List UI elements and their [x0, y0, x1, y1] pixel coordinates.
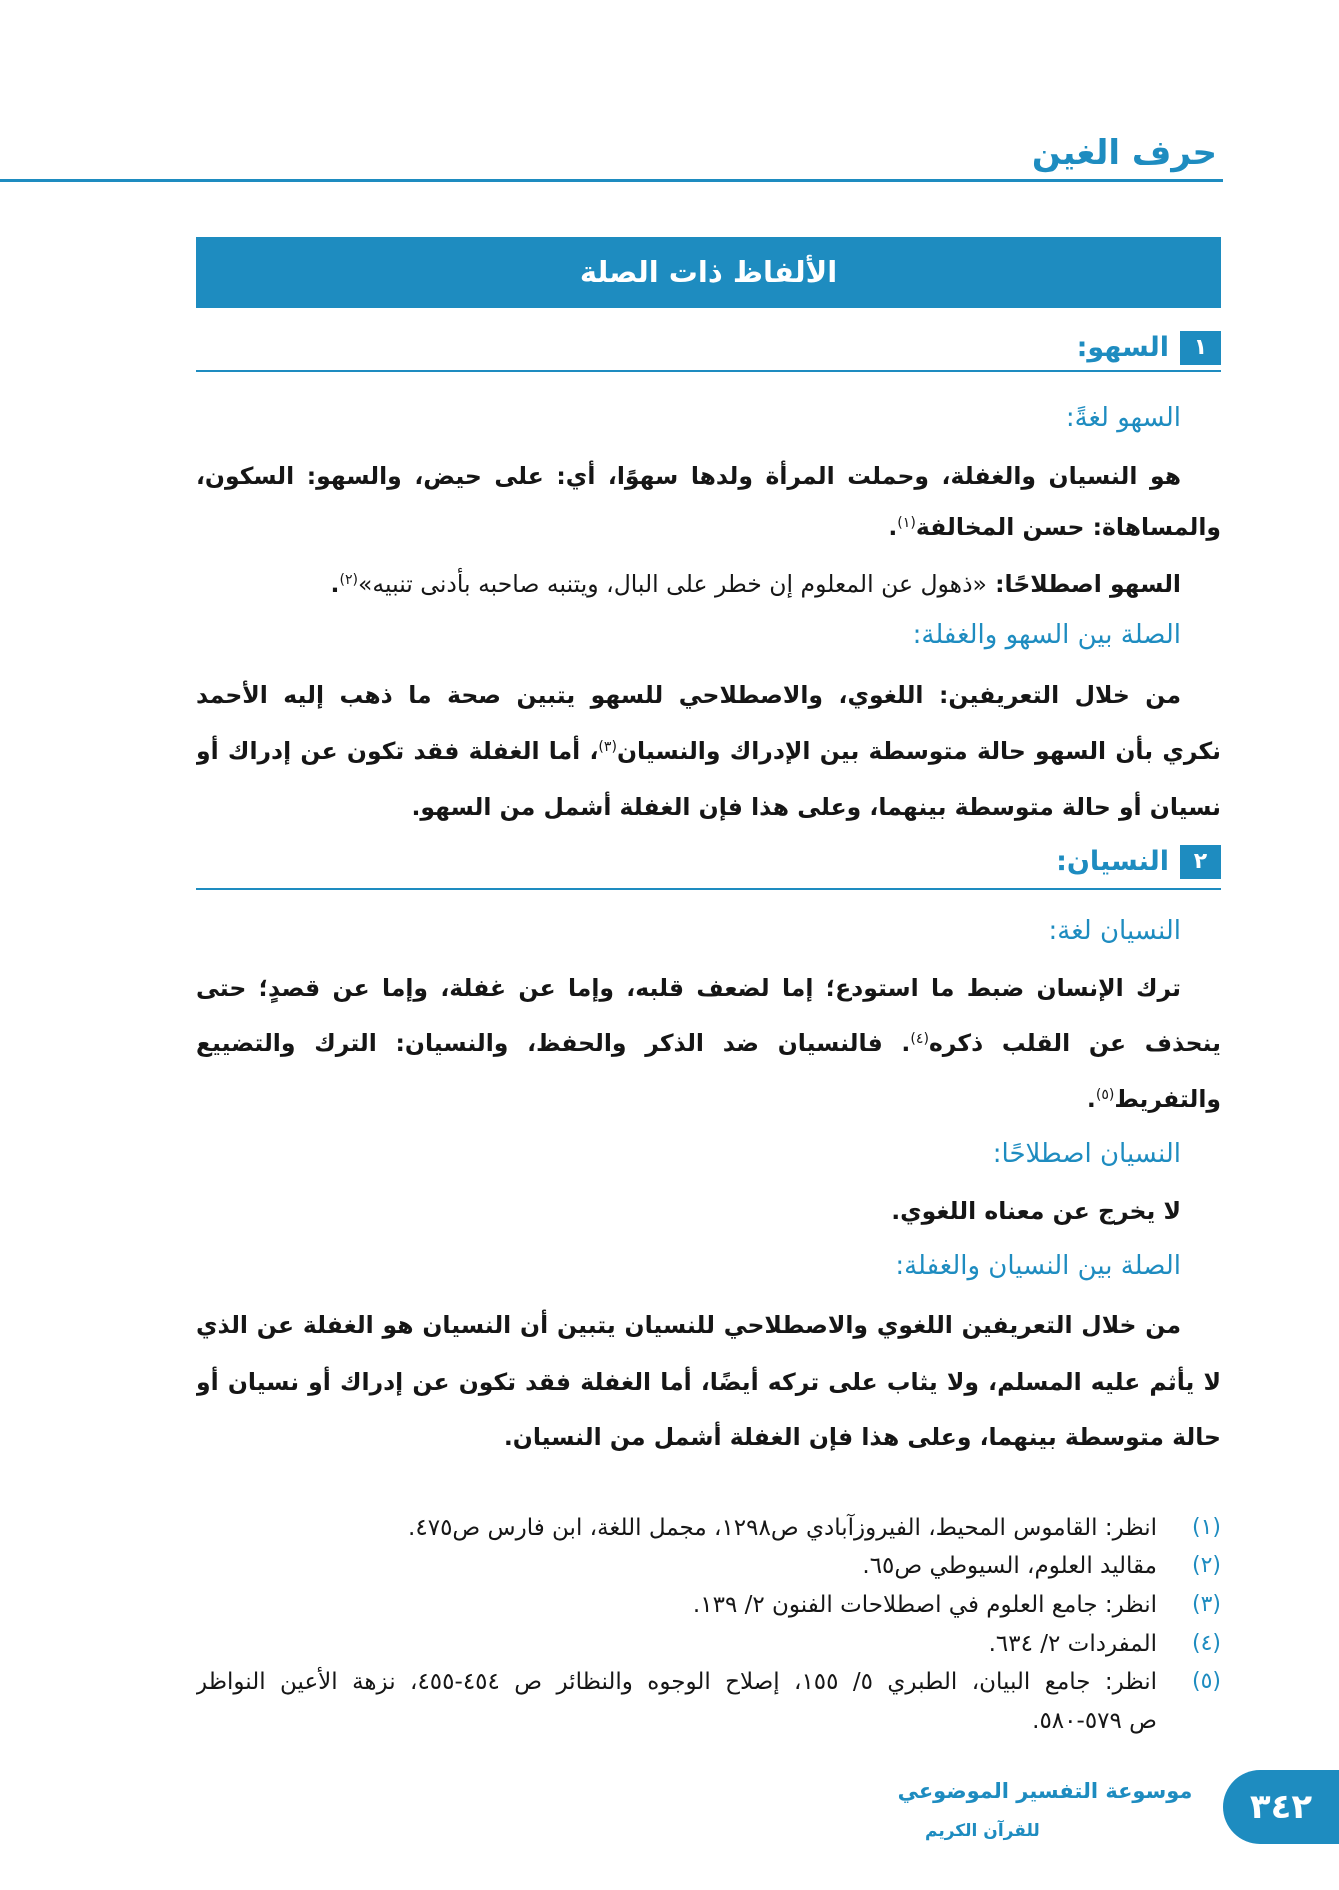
footnote-marker: (١): [1191, 1515, 1221, 1540]
footnote-text: مقاليد العلوم، السيوطي ص٦٥.: [862, 1553, 1157, 1579]
subheading-technical: النسيان اصطلاحًا:: [992, 1139, 1181, 1169]
line-text: من خلال التعريفين: اللغوي، والاصطلاحي للسهو يتبين صحة ما ذهب إليه الأحمد: [196, 681, 1181, 709]
footnote-marker: (٣): [1191, 1592, 1221, 1617]
paragraph-line: [196, 1297, 1221, 1353]
footnote-reference: (٥): [1095, 1086, 1115, 1103]
line-text: ، أما الغفلة فقد تكون عن إدراك أو: [196, 737, 599, 765]
paragraph-line: [196, 667, 1221, 723]
logo-subtitle: للقرآن الكريم: [925, 1821, 1040, 1841]
line-text: نكري بأن السهو حالة متوسطة بين الإدراك والنسيان: [616, 737, 1221, 765]
line-text: .: [888, 513, 898, 541]
line-text: . فالنسيان ضد الذكر والحفظ، والنسيان: الترك والتضييع: [196, 1029, 911, 1057]
line-text: .: [330, 570, 340, 598]
section-title: النسيان:: [1056, 846, 1169, 877]
line-text: حالة متوسطة بينهما، وعلى هذا فإن الغفلة أشمل من النسيان.: [503, 1423, 1221, 1451]
footnote-marker: (٥): [1191, 1669, 1221, 1694]
definition-line: [196, 556, 1221, 612]
page-number: ٣٤٢: [1223, 1770, 1339, 1844]
paragraph-line: [196, 499, 1221, 555]
footnote-reference: (١): [897, 514, 916, 531]
subheading-relation: الصلة بين السهو والغفلة:: [912, 620, 1181, 650]
paragraph-line: [196, 1183, 1221, 1239]
line-text: من خلال التعريفين اللغوي والاصطلاحي للنسيان يتبين أن النسيان هو الغفلة عن الذي: [196, 1311, 1181, 1339]
line-text: هو النسيان والغفلة، وحملت المرأة ولدها سهوًا، أي: على حيض، والسهو: السكون،: [196, 462, 1181, 490]
section-banner: الألفاظ ذات الصلة: [196, 237, 1221, 308]
line-text: ترك الإنسان ضبط ما استودع؛ إما لضعف قلبه، وإما عن غفلة، وإما عن قصدٍ؛ حتى: [196, 974, 1181, 1002]
subheading-relation: الصلة بين النسيان والغفلة:: [895, 1251, 1181, 1281]
paragraph-line: [196, 1015, 1221, 1071]
footnote-text: ص ٥٧٩-٥٨٠.: [1032, 1708, 1157, 1734]
footnote-text: انظر: جامع البيان، الطبري ٥/ ١٥٥، إصلاح الوجوه والنظائر ص ٤٥٤-٤٥٥، نزهة الأعين النواظر: [196, 1669, 1157, 1695]
line-text: لا يأثم عليه المسلم، ولا يثاب على تركه أيضًا، أما الغفلة فقد تكون عن إدراك أو نسيان أو: [196, 1368, 1221, 1396]
footnote-reference: (٣): [598, 738, 617, 755]
line-text: ينحذف عن القلب ذكره: [928, 1029, 1221, 1057]
definition-quote: «ذهول عن المعلوم إن خطر على البال، ويتنبه صاحبه بأدنى تنبيه»: [358, 570, 987, 598]
paragraph-line: [196, 723, 1221, 779]
chapter-title: حرف الغين: [1031, 133, 1217, 173]
section-number-badge: ٢: [1180, 845, 1221, 879]
header-divider: [0, 179, 1223, 182]
footnote-text: انظر: القاموس المحيط، الفيروزآبادي ص١٢٩٨، مجمل اللغة، ابن فارس ص٤٧٥.: [408, 1515, 1157, 1541]
section-number-badge: ١: [1180, 331, 1221, 365]
paragraph-line: [196, 1354, 1221, 1410]
line-text: لا يخرج عن معناه اللغوي.: [891, 1197, 1181, 1225]
line-text: نسيان أو حالة متوسطة بينهما، وعلى هذا فإن الغفلة أشمل من السهو.: [411, 793, 1221, 821]
line-text: والتفريط: [1114, 1085, 1221, 1113]
section-divider: [196, 370, 1221, 372]
encyclopedia-logo: [895, 1766, 1195, 1850]
paragraph-line: [196, 1409, 1221, 1465]
line-text: والمساهاة: حسن المخالفة: [915, 513, 1221, 541]
paragraph-line: [196, 960, 1221, 1016]
section-title: السهو:: [1076, 332, 1169, 363]
line-text: .: [1086, 1085, 1096, 1113]
subheading-linguistic: السهو لغةً:: [1065, 403, 1181, 433]
paragraph-line: [196, 1071, 1221, 1127]
footnote-marker: (٢): [1191, 1553, 1221, 1578]
paragraph-line: [196, 448, 1221, 504]
footnote-reference: (٤): [910, 1030, 929, 1047]
paragraph-line: [196, 779, 1221, 835]
footnote-reference: (٢): [339, 571, 359, 588]
footnote-text: انظر: جامع العلوم في اصطلاحات الفنون ٢/ ١٣٩.: [692, 1592, 1157, 1618]
section-divider: [196, 888, 1221, 890]
footnote-text: المفردات ٢/ ٦٣٤.: [988, 1631, 1157, 1657]
footnote-marker: (٤): [1191, 1631, 1221, 1656]
subheading-linguistic: النسيان لغة:: [1048, 916, 1181, 946]
logo-title: موسوعة التفسير الموضوعي: [897, 1779, 1193, 1803]
definition-label: السهو اصطلاحًا:: [995, 570, 1181, 598]
